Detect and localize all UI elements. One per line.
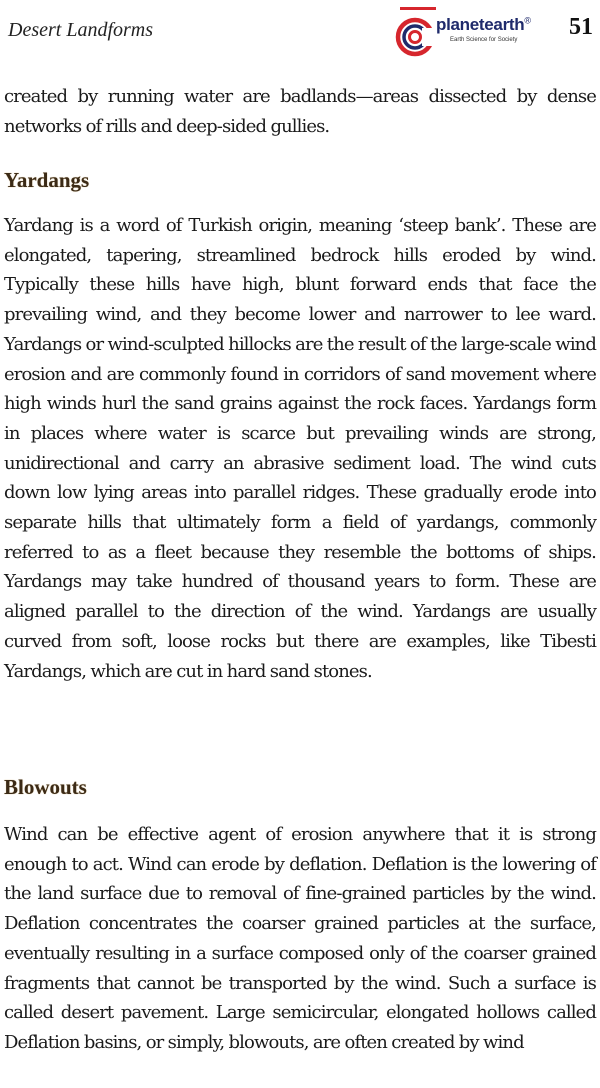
logo-word-planet: planet (436, 15, 485, 34)
logo-wordmark (436, 15, 531, 35)
logo-registered-mark: ® (524, 15, 531, 26)
logo-swirl-icon (392, 6, 438, 58)
planet-earth-logo (392, 6, 532, 58)
running-title: Desert Landforms (8, 19, 154, 41)
page-header (0, 0, 600, 70)
paragraph-yardangs: Yardang is a word of Turkish origin, meaning ‘steep bank’. These are elongated, tapering, streamlined bedrock hills eroded by wind. Typically these hills have high, blunt forward ends that face the prevailing wind, and they become lower and narrower to lee ward. Yardangs or wind-sculpted hillocks are the result of the large-scale wind erosion and are commonly found in corridors of sand movement where high winds hurl the sand grains against the rock faces. Yardangs form in places where water is scarce but prevailing winds are strong, unidirectional and carry an abrasive sediment load. The wind cuts down low lying areas into parallel ridges. These gradually erode into separate hills that ultimately form a field of yardangs, commonly referred to as a fleet because they resemble the bottoms of ships. Yardangs may take hundred of thousand years to form. These are aligned parallel to the direction of the wind. Yardangs are usually curved from soft, loose rocks but there are examples, like Tibesti Yardangs, which are cut in hard sand stones. (4, 215, 596, 682)
heading-blowouts: Blowouts (4, 775, 87, 799)
logo-word-earth: earth (484, 15, 525, 34)
paragraph-blowouts: Wind can be effective agent of erosion anywhere that it is strong enough to act. Wind can erode by deflation. Deflation is the lowering of the land surface due to removal of fine-grained particles by the wind. Deflation concentrates the coarser grained particles at the surface, eventually resulting in a surface composed only of the coarser grained fragments that cannot be transported by the wind. Such a surface is called desert pavement. Large semicircular, elongated hollows called Deflation basins, or simply, blowouts, are often created by wind (4, 824, 596, 1053)
logo-tagline: Earth Science for Society (450, 37, 518, 43)
intro-paragraph: created by running water are badlands—areas dissected by dense networks of rills and deep-sided gullies. (4, 86, 596, 137)
page-number: 51 (569, 14, 593, 40)
heading-yardangs: Yardangs (4, 168, 90, 192)
